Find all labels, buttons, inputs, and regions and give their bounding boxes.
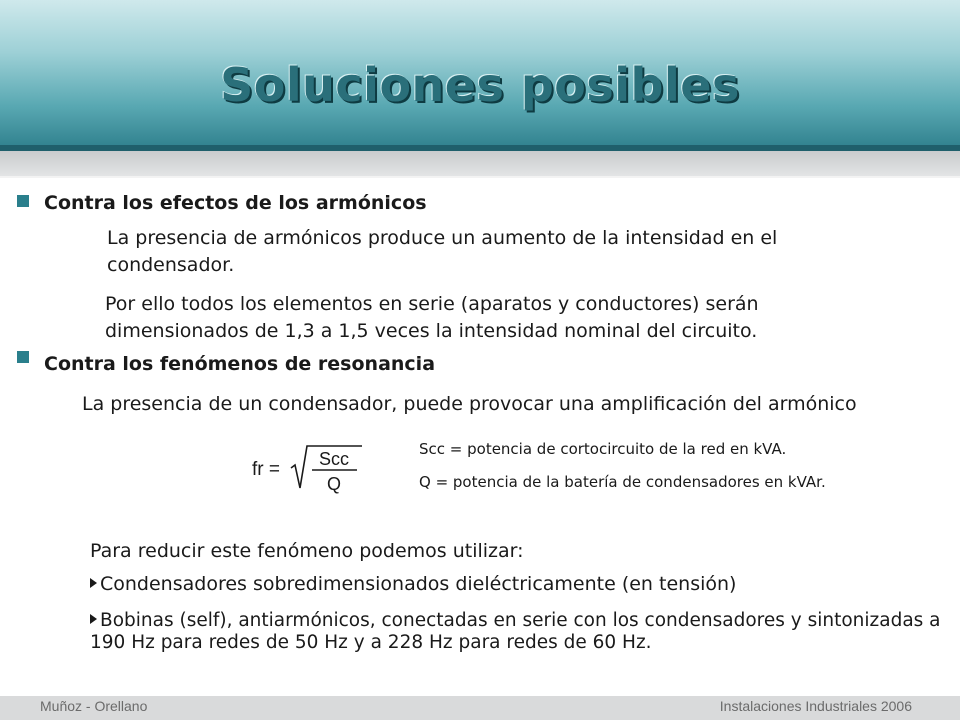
list-item-text: Condensadores sobredimensionados dieléctricamente (en tensión) <box>100 573 737 595</box>
header-band <box>0 151 960 177</box>
resonance-paragraph: La presencia de un condensador, puede provocar una amplificación del armónico <box>82 393 857 415</box>
harmonics-paragraph-2: Por ello todos los elementos en serie (aparatos y conductores) serán dimensionados de 1,3 a 1,5 veces la intensidad nominal del circuito. <box>105 293 759 342</box>
formula-denominator: Q <box>326 474 342 494</box>
footer-author: Muñoz - Orellano <box>40 698 148 714</box>
definition-scc: Scc = potencia de cortocircuito de la red en kVA. <box>419 440 787 458</box>
list-item <box>90 573 950 595</box>
section-heading-resonance: Contra los fenómenos de resonancia <box>44 353 436 375</box>
definition-q: Q = potencia de la batería de condensadores en kVAr. <box>419 473 826 491</box>
list-item-text: Bobinas (self), antiarmónicos, conectadas en serie con los condensadores y sintonizadas a 190 Hz para redes de 50 Hz y a 228 Hz para redes de 60 Hz. <box>90 610 941 653</box>
resonance-formula <box>244 438 368 500</box>
harmonics-paragraph-1: La presencia de armónicos produce un aumento de la intensidad en el condensador. <box>107 227 778 276</box>
slide-title: Soluciones posibles <box>220 58 740 112</box>
arrow-bullet-icon <box>90 614 97 624</box>
list-item <box>90 610 952 654</box>
formula-lhs: fr = <box>252 459 280 480</box>
section-heading-harmonics: Contra los efectos de los armónicos <box>44 192 427 214</box>
band-divider <box>0 176 960 178</box>
footer-course: Instalaciones Industriales 2006 <box>719 698 912 714</box>
arrow-bullet-icon <box>90 578 97 588</box>
formula-graphic <box>244 438 368 500</box>
square-bullet-icon <box>17 195 29 207</box>
reduction-intro: Para reducir este fenómeno podemos utilizar: <box>90 540 524 562</box>
square-bullet-icon <box>17 351 29 363</box>
formula-numerator: Scc <box>318 449 350 469</box>
